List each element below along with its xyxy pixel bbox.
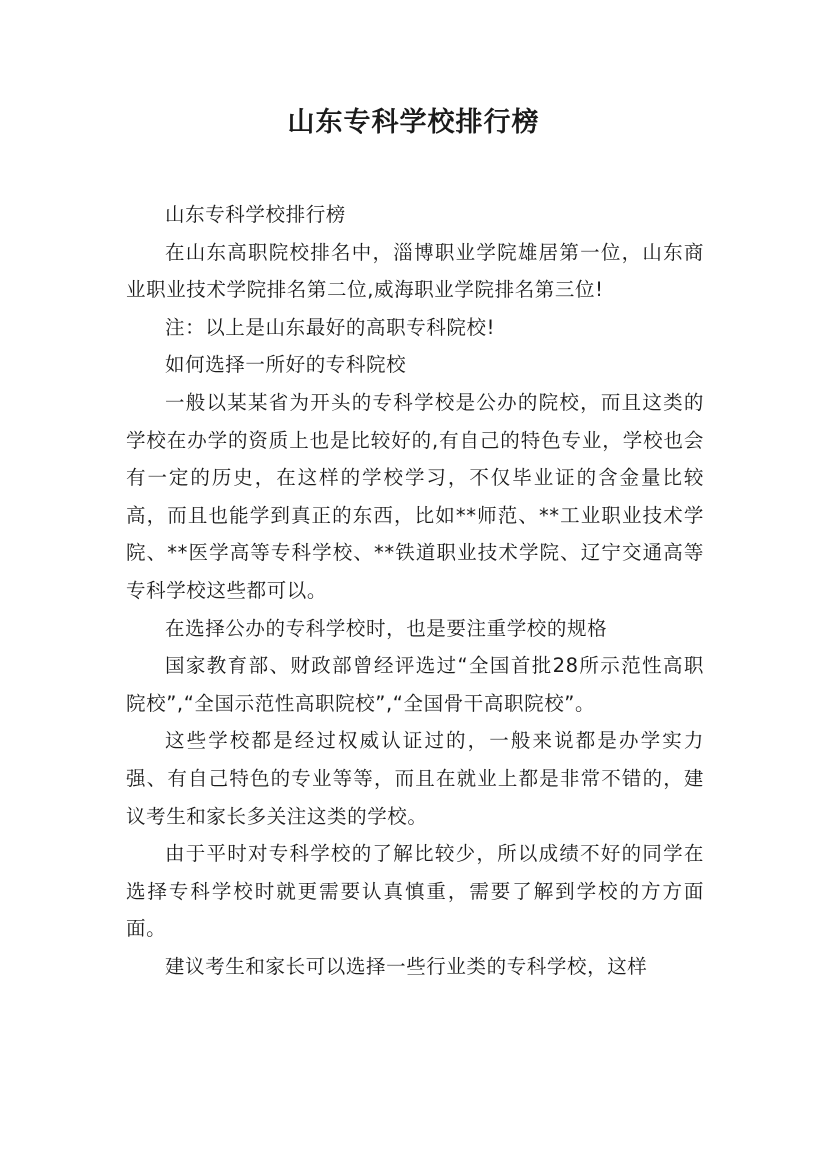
- paragraph: 在山东高职院校排名中，淄博职业学院雄居第一位，山东商业职业技术学院排名第二位,威海职业学院排名第三位!: [126, 240, 704, 302]
- paragraph: 这些学校都是经过权威认证过的，一般来说都是办学实力强、有自己特色的专业等等，而且在就业上都是非常不错的，建议考生和家长多关注这类的学校。: [126, 729, 704, 828]
- paragraph: 建议考生和家长可以选择一些行业类的专科学校，这样: [165, 954, 648, 978]
- paragraph: 如何选择一所好的专科院校: [165, 353, 407, 377]
- paragraph: 由于平时对专科学校的了解比较少，所以成绩不好的同学在选择专科学校时就更需要认真慎重，需要了解到学校的方方面面。: [126, 842, 704, 941]
- paragraph: 山东专科学校排行榜: [165, 203, 346, 226]
- paragraph: 国家教育部、财政部曾经评选过“全国首批28所示范性高职院校”,“全国示范性高职院校”,“全国骨干高职院校”。: [126, 654, 704, 715]
- document-title: 山东专科学校排行榜: [287, 107, 540, 138]
- paragraph: 在选择公办的专科学校时，也是要注重学校的规格: [165, 616, 608, 640]
- document-body: [126, 196, 704, 985]
- paragraph: 注：以上是山东最好的高职专科院校!: [165, 315, 496, 339]
- paragraph: 一般以某某省为开头的专科学校是公办的院校，而且这类的学校在办学的资质上也是比较好的,有自己的特色专业，学校也会有一定的历史，在这样的学校学习，不仅毕业证的含金量比较高，而且也能学到真正的东西，比如**师范、**工业职业技术学院、**医学高等专科学校、**铁道职业技术学院、辽宁交通高等专科学校这些都可以。: [126, 390, 704, 602]
